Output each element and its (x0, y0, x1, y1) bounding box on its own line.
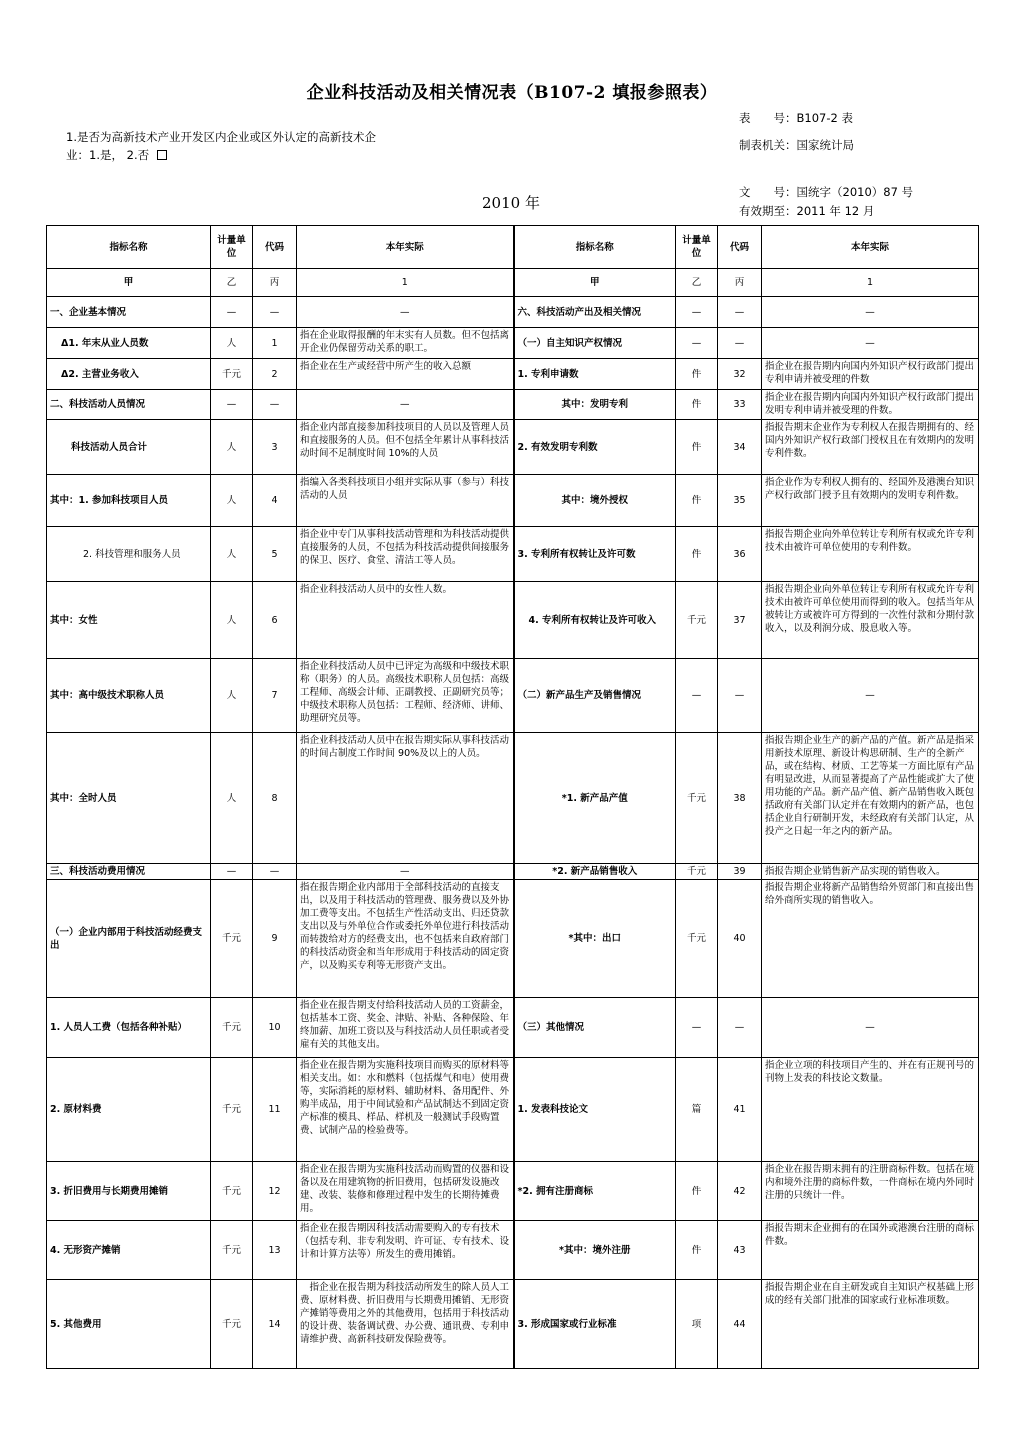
col-header-actual: 本年实际 (297, 226, 514, 269)
right-code-cell: 32 (718, 359, 762, 390)
left-unit-cell: 千元 (211, 1221, 253, 1280)
left-description-cell: — (297, 864, 514, 880)
right-code-cell: 37 (718, 582, 762, 659)
right-description-cell: 指报告期企业将新产品销售给外贸部门和直接出售给外商所实现的销售收入。 (762, 880, 979, 998)
right-code-cell: — (718, 297, 762, 328)
col-code-one: 1 (297, 269, 514, 297)
col-header-unit: 计量单位 (211, 226, 253, 269)
right-unit-cell: 件 (676, 475, 718, 527)
right-indicator-name-cell: *2. 新产品销售收入 (514, 864, 676, 880)
valid-until: 有效期至：2011 年 12 月 (739, 204, 875, 218)
table-row (47, 1162, 979, 1221)
col-code-jia: 甲 (514, 269, 676, 297)
table-row (47, 659, 979, 733)
left-indicator-name-cell: 一、企业基本情况 (47, 297, 211, 328)
right-indicator-name-cell: 1. 发表科技论文 (514, 1058, 676, 1162)
table-row (47, 733, 979, 864)
left-unit-cell: 人 (211, 475, 253, 527)
right-unit-cell: — (676, 297, 718, 328)
left-unit-cell: 人 (211, 420, 253, 475)
right-unit-cell: 件 (676, 1221, 718, 1280)
right-code-cell: 42 (718, 1162, 762, 1221)
left-unit-cell: — (211, 864, 253, 880)
right-code-cell: 34 (718, 420, 762, 475)
left-indicator-name-cell: 1. 人员人工费（包括各种补贴） (47, 998, 211, 1058)
left-description-cell: 指企业在生产或经营中所产生的收入总额 (297, 359, 514, 390)
left-description-cell: — (297, 390, 514, 420)
left-indicator-name-cell: 其中：1. 参加科技项目人员 (47, 475, 211, 527)
table-row (47, 1058, 979, 1162)
right-code-cell: 35 (718, 475, 762, 527)
left-code-cell: — (253, 864, 297, 880)
answer-checkbox[interactable] (157, 150, 167, 160)
col-header-actual: 本年实际 (762, 226, 979, 269)
left-code-cell: 4 (253, 475, 297, 527)
right-indicator-name-cell: （一）自主知识产权情况 (514, 328, 676, 359)
right-description-cell: 指报告期企业向外单位转让专利所有权或允许专利技术由被许可单位使用的专利件数。 (762, 527, 979, 582)
right-code-cell: — (718, 998, 762, 1058)
right-code-cell: — (718, 659, 762, 733)
right-indicator-name-cell: 3. 专利所有权转让及许可数 (514, 527, 676, 582)
left-description-cell: 指企业中专门从事科技活动管理和为科技活动提供直接服务的人员，不包括为科技活动提供间接服务的保卫、医疗、食堂、清洁工等人员。 (297, 527, 514, 582)
report-year: 2010 年 (482, 194, 540, 212)
left-unit-cell: 人 (211, 733, 253, 864)
left-unit-cell: 人 (211, 582, 253, 659)
col-code-yi: 乙 (211, 269, 253, 297)
left-unit-cell: 千元 (211, 1280, 253, 1369)
right-indicator-name-cell: 4. 专利所有权转让及许可收入 (514, 582, 676, 659)
table-row (47, 880, 979, 998)
table-row (47, 527, 979, 582)
left-indicator-name-cell: 5. 其他费用 (47, 1280, 211, 1369)
high-tech-question-text: 1.是否为高新技术产业开发区内企业或区外认定的高新技术企业：1.是， 2.否 (66, 130, 376, 162)
col-header-unit: 计量单位 (676, 226, 718, 269)
left-code-cell: 9 (253, 880, 297, 998)
right-description-cell: — (762, 998, 979, 1058)
left-indicator-name-cell: 二、科技活动人员情况 (47, 390, 211, 420)
left-unit-cell: 千元 (211, 1058, 253, 1162)
table-row (47, 1221, 979, 1280)
left-code-cell: 1 (253, 328, 297, 359)
right-unit-cell: — (676, 659, 718, 733)
right-description-cell: 指企业立项的科技项目产生的、并在有正规刊号的刊物上发表的科技论文数量。 (762, 1058, 979, 1162)
right-indicator-name-cell: 其中：境外授权 (514, 475, 676, 527)
right-unit-cell: 件 (676, 390, 718, 420)
left-description-cell: 指企业在报告期支付给科技活动人员的工资薪金，包括基本工资、奖金、津贴、补贴、各种保险、年终加薪、加班工资以及与科技活动人员任职或者受雇有关的其他支出。 (297, 998, 514, 1058)
right-code-cell: 39 (718, 864, 762, 880)
right-unit-cell: 千元 (676, 880, 718, 998)
left-code-cell: 6 (253, 582, 297, 659)
right-unit-cell: 篇 (676, 1058, 718, 1162)
right-description-cell: — (762, 297, 979, 328)
left-code-cell: — (253, 390, 297, 420)
right-description-cell: 指企业在报告期内向国内外知识产权行政部门提出专利申请并被受理的件数 (762, 359, 979, 390)
right-indicator-name-cell: 2. 有效发明专利数 (514, 420, 676, 475)
right-code-cell: 41 (718, 1058, 762, 1162)
right-indicator-name-cell: （二）新产品生产及销售情况 (514, 659, 676, 733)
right-indicator-name-cell: 六、科技活动产出及相关情况 (514, 297, 676, 328)
left-code-cell: 8 (253, 733, 297, 864)
right-description-cell: 指企业在报告期内向国内外知识产权行政部门提出发明专利申请并被受理的件数。 (762, 390, 979, 420)
col-header-code: 代码 (718, 226, 762, 269)
left-indicator-name-cell: 3. 折旧费用与长期费用摊销 (47, 1162, 211, 1221)
left-code-cell: 12 (253, 1162, 297, 1221)
table-row (47, 390, 979, 420)
left-indicator-name-cell: 其中：女性 (47, 582, 211, 659)
indicator-table (46, 225, 979, 1369)
left-description-cell: 指企业在报告期为实施科技项目而购买的原材料等相关支出。如：水和燃料（包括煤气和电）使用费等，实际消耗的原材料、辅助材料、备用配件、外购半成品，用于中间试验和产品试制达不到固定资产标准的模具、样品、样机及一般测试手段购置费、试制产品的检验费等。 (297, 1058, 514, 1162)
column-code-row (47, 269, 979, 297)
issuing-authority: 制表机关：国家统计局 (739, 138, 854, 152)
right-indicator-name-cell: 3. 形成国家或行业标准 (514, 1280, 676, 1369)
table-row (47, 1280, 979, 1369)
left-indicator-name-cell: 2. 科技管理和服务人员 (47, 527, 211, 582)
right-description-cell: 指报告期企业向外单位转让专利所有权或允许专利技术由被许可单位使用而得到的收入。包括当年从被转让方或被许可方得到的一次性付款和分期付款收入，以及利润分成、股息收入等。 (762, 582, 979, 659)
right-description-cell: — (762, 659, 979, 733)
right-indicator-name-cell: 1. 专利申请数 (514, 359, 676, 390)
right-code-cell: 36 (718, 527, 762, 582)
left-description-cell: 指企业在报告期为实施科技活动而购置的仪器和设备以及在用建筑物的折旧费用，包括研发设施改建、改装、装修和修理过程中发生的长期待摊费用。 (297, 1162, 514, 1221)
left-description-cell: 指企业科技活动人员中已评定为高级和中级技术职称（职务）的人员。高级技术职称人员包括：高级工程师、高级会计师、正副教授、正副研究员等；中级技术职称人员包括：工程师、经济师、讲师、助理研究员等。 (297, 659, 514, 733)
right-unit-cell: 件 (676, 527, 718, 582)
document-number: 文 号：国统字（2010）87 号 (739, 185, 914, 199)
table-number: 表 号：B107-2 表 (739, 111, 853, 125)
left-code-cell: 5 (253, 527, 297, 582)
col-code-bing: 丙 (718, 269, 762, 297)
right-code-cell: 43 (718, 1221, 762, 1280)
col-code-bing: 丙 (253, 269, 297, 297)
right-unit-cell: 件 (676, 1162, 718, 1221)
left-indicator-name-cell: 科技活动人员合计 (47, 420, 211, 475)
form-title: 企业科技活动及相关情况表（B107-2 填报参照表） (306, 83, 718, 103)
left-unit-cell: 千元 (211, 1162, 253, 1221)
left-description-cell: 指企业在报告期为科技活动所发生的除人员人工费、原材料费、折旧费用与长期费用摊销、无形资产摊销等费用之外的其他费用，包括用于科技活动的设计费、装备调试费、办公费、通讯费、专利申请维护费、高新科技研发保险费等。 (297, 1280, 514, 1369)
left-indicator-name-cell: （一）企业内部用于科技活动经费支出 (47, 880, 211, 998)
left-description-cell: 指编入各类科技项目小组并实际从事（参与）科技活动的人员 (297, 475, 514, 527)
left-indicator-name-cell: 4. 无形资产摊销 (47, 1221, 211, 1280)
right-unit-cell: 项 (676, 1280, 718, 1369)
right-unit-cell: — (676, 328, 718, 359)
left-code-cell: 10 (253, 998, 297, 1058)
table-row (47, 359, 979, 390)
left-indicator-name-cell: 三、科技活动费用情况 (47, 864, 211, 880)
left-unit-cell: 人 (211, 659, 253, 733)
left-code-cell: 7 (253, 659, 297, 733)
left-code-cell: — (253, 297, 297, 328)
left-unit-cell: 人 (211, 527, 253, 582)
right-code-cell: 38 (718, 733, 762, 864)
left-code-cell: 3 (253, 420, 297, 475)
left-code-cell: 2 (253, 359, 297, 390)
right-indicator-name-cell: *其中：境外注册 (514, 1221, 676, 1280)
right-unit-cell: 件 (676, 420, 718, 475)
col-header-code: 代码 (253, 226, 297, 269)
left-description-cell: — (297, 297, 514, 328)
right-description-cell: 指企业在报告期末拥有的注册商标件数。包括在境内和境外注册的商标件数，一件商标在境内外同时注册的只统计一件。 (762, 1162, 979, 1221)
header-row (47, 226, 979, 269)
col-header-name: 指标名称 (47, 226, 211, 269)
left-indicator-name-cell: 其中：全时人员 (47, 733, 211, 864)
left-unit-cell: 千元 (211, 359, 253, 390)
left-indicator-name-cell: 其中：高中级技术职称人员 (47, 659, 211, 733)
left-description-cell: 指企业科技活动人员中的女性人数。 (297, 582, 514, 659)
left-unit-cell: — (211, 390, 253, 420)
left-code-cell: 13 (253, 1221, 297, 1280)
right-code-cell: — (718, 328, 762, 359)
right-code-cell: 44 (718, 1280, 762, 1369)
left-unit-cell: 千元 (211, 880, 253, 998)
right-description-cell: 指报告期末企业拥有的在国外或港澳台注册的商标件数。 (762, 1221, 979, 1280)
right-description-cell: 指报告期企业在自主研发或自主知识产权基础上形成的经有关部门批准的国家或行业标准项数。 (762, 1280, 979, 1369)
col-code-jia: 甲 (47, 269, 211, 297)
right-unit-cell: 千元 (676, 582, 718, 659)
right-unit-cell: 千元 (676, 733, 718, 864)
table-row (47, 328, 979, 359)
left-indicator-name-cell: 2. 原材料费 (47, 1058, 211, 1162)
right-indicator-name-cell: *2. 拥有注册商标 (514, 1162, 676, 1221)
right-description-cell: 指报告期企业生产的新产品的产值。新产品是指采用新技术原理、新设计构思研制、生产的全新产品，或在结构、材质、工艺等某一方面比原有产品有明显改进，从而显著提高了产品性能或扩大了使用功能的产品。新产品产值、新产品销售收入既包括政府有关部门认定并在有效期内的新产品，也包括企业自行研制开发，未经政府有关部门认定，从投产之日起一年之内的新产品。 (762, 733, 979, 864)
left-unit-cell: 千元 (211, 998, 253, 1058)
col-code-yi: 乙 (676, 269, 718, 297)
table-row (47, 998, 979, 1058)
left-description-cell: 指企业科技活动人员中在报告期实际从事科技活动的时间占制度工作时间 90%及以上的人员。 (297, 733, 514, 864)
right-unit-cell: — (676, 998, 718, 1058)
left-description-cell: 指在企业取得报酬的年末实有人员数。但不包括离开企业仍保留劳动关系的职工。 (297, 328, 514, 359)
left-indicator-name-cell: Δ1. 年末从业人员数 (47, 328, 211, 359)
high-tech-question (66, 128, 396, 164)
right-description-cell: 指报告期企业销售新产品实现的销售收入。 (762, 864, 979, 880)
left-description-cell: 指企业在报告期因科技活动需要购入的专有技术（包括专利、非专利发明、许可证、专有技术、设计和计算方法等）所发生的费用摊销。 (297, 1221, 514, 1280)
left-code-cell: 14 (253, 1280, 297, 1369)
right-unit-cell: 件 (676, 359, 718, 390)
right-indicator-name-cell: *其中：出口 (514, 880, 676, 998)
col-header-name: 指标名称 (514, 226, 676, 269)
left-unit-cell: — (211, 297, 253, 328)
left-description-cell: 指企业内部直接参加科技项目的人员以及管理人员和直接服务的人员。但不包括全年累计从事科技活动时间不足制度时间 10%的人员 (297, 420, 514, 475)
right-description-cell: 指报告期末企业作为专利权人在报告期拥有的、经国内外知识产权行政部门授权且在有效期内的发明专利件数。 (762, 420, 979, 475)
right-code-cell: 33 (718, 390, 762, 420)
table-row (47, 582, 979, 659)
right-description-cell: 指企业作为专利权人拥有的、经国外及港澳台知识产权行政部门授予且有效期内的发明专利件数。 (762, 475, 979, 527)
right-indicator-name-cell: *1. 新产品产值 (514, 733, 676, 864)
left-description-cell: 指在报告期企业内部用于全部科技活动的直接支出，以及用于科技活动的管理费、服务费以及外协加工费等支出。不包括生产性活动支出、归还贷款支出以及与外单位合作或委托外单位进行科技活动而转拨给对方的经费支出，也不包括来自政府部门的科技活动资金和当年形成用于科技活动的固定资产，以及购买专利等无形资产支出。 (297, 880, 514, 998)
table-row (47, 420, 979, 475)
left-unit-cell: 人 (211, 328, 253, 359)
right-indicator-name-cell: 其中：发明专利 (514, 390, 676, 420)
left-indicator-name-cell: Δ2. 主营业务收入 (47, 359, 211, 390)
right-unit-cell: 千元 (676, 864, 718, 880)
table-row (47, 297, 979, 328)
right-indicator-name-cell: （三）其他情况 (514, 998, 676, 1058)
table-row (47, 475, 979, 527)
table-row (47, 864, 979, 880)
right-description-cell: — (762, 328, 979, 359)
col-code-one: 1 (762, 269, 979, 297)
right-code-cell: 40 (718, 880, 762, 998)
left-code-cell: 11 (253, 1058, 297, 1162)
